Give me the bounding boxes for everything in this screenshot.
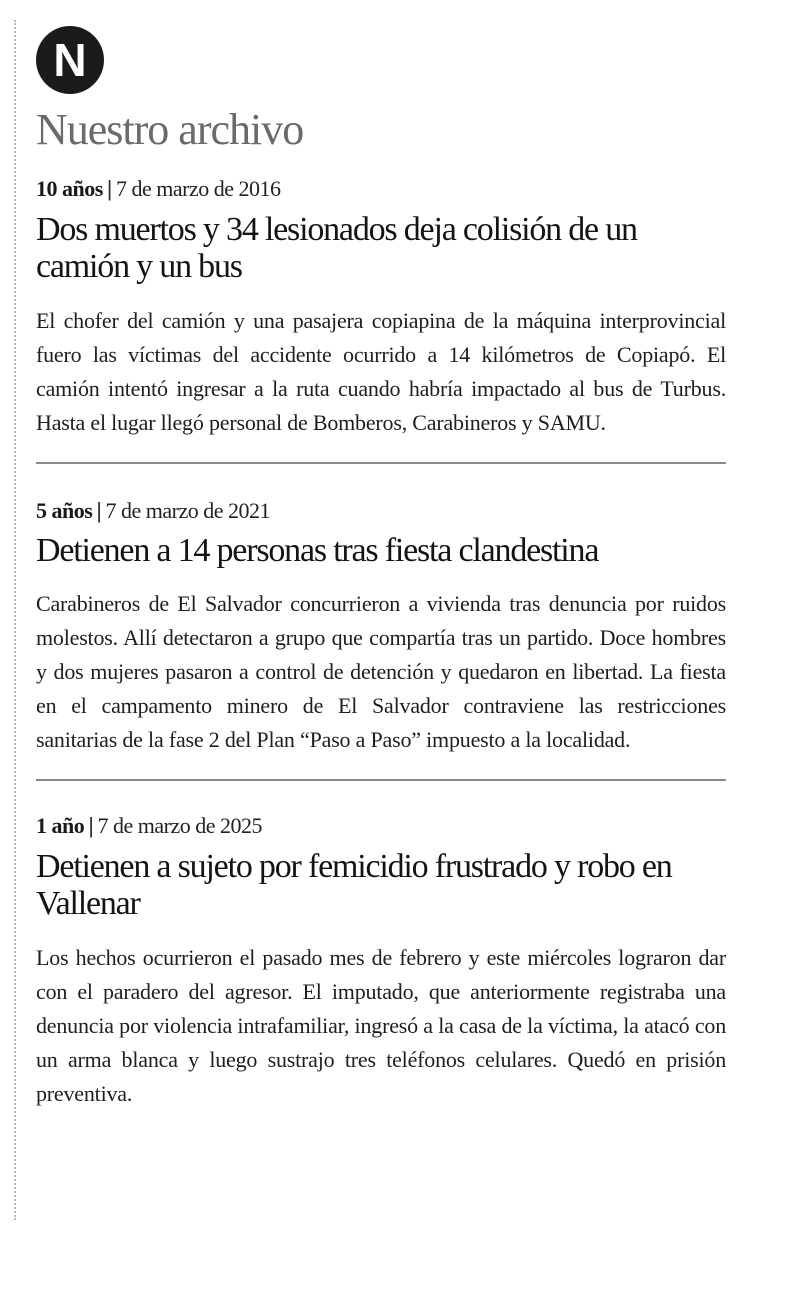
item-body: Carabineros de El Salvador concurrieron a vivienda tras denuncia por ruidos molestos. Allí detectaron a grupo que compartía tras un partido. Doce hombres y dos mujeres pasaron a control de detención y quedaron en libertad. La fiesta en el campamento minero de El Salvador contraviene las restricciones sanitarias de la fase 2 del Plan “Paso a Paso” impuesto a la localidad.	[36, 591, 726, 753]
item-date: 7 de marzo de 2025	[97, 813, 262, 839]
item-body: Los hechos ocurrieron el pasado mes de febrero y este miércoles lograron dar con el paradero del agresor. El imputado, que anteriormente registraba una denuncia por violencia intrafamiliar, ingresó a la casa de la víctima, la atacó con un arma blanca y luego sustrajo tres teléfonos celulares. Quedó en prisión preventiva.	[36, 944, 726, 1106]
years-ago-label: 10 años	[36, 176, 103, 202]
item-kicker	[36, 813, 726, 839]
kicker-separator: |	[88, 813, 94, 839]
item-headline: Dos muertos y 34 lesionados deja colisión de un camión y un bus	[36, 210, 637, 286]
kicker-separator: |	[96, 497, 102, 523]
item-date: 7 de marzo de 2021	[105, 497, 271, 523]
item-kicker	[36, 176, 726, 202]
item-body: El chofer del camión y una pasajera copiapina de la máquina interprovincial fuero las víctimas del accidente ocurrido a 14 kilómetros de Copiapó. El camión intentó ingresar a la ruta cuando habría impactado al bus de Turbus. Hasta el lugar llegó personal de Bomberos, Carabineros y SAMU.	[36, 307, 726, 435]
item-headline: Detienen a 14 personas tras fiesta clandestina	[36, 531, 599, 569]
archive-item	[36, 462, 726, 780]
section-title: Nuestro archivo	[36, 105, 304, 154]
years-ago-label: 1 año	[36, 813, 85, 839]
archive-item	[36, 176, 726, 461]
logo-letter: N	[53, 34, 87, 86]
kicker-separator: |	[106, 176, 113, 202]
item-headline: Detienen a sujeto por femicidio frustrado y robo en Vallenar	[36, 847, 672, 923]
item-date: 7 de marzo de 2016	[116, 176, 281, 202]
years-ago-label: 5 años	[36, 497, 93, 523]
newspaper-logo	[36, 26, 104, 94]
archive-column	[36, 26, 726, 1111]
item-kicker	[36, 498, 726, 524]
column-divider	[14, 20, 16, 1220]
archive-item	[36, 779, 726, 1110]
